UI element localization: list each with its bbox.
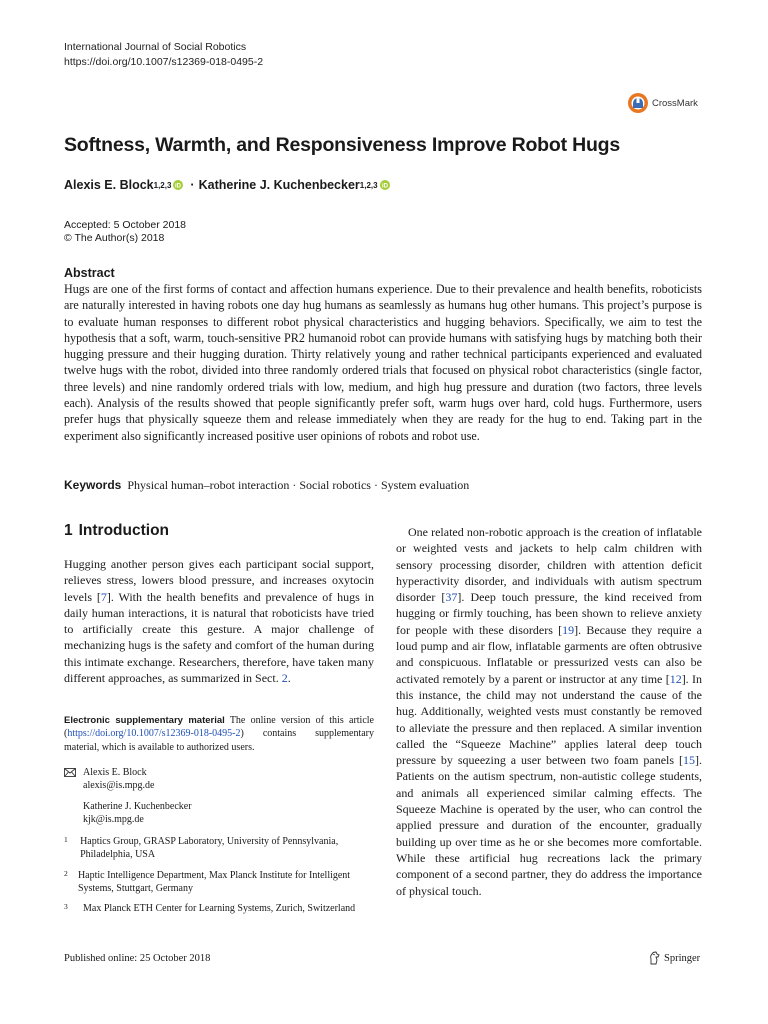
envelope-icon: [64, 768, 76, 777]
copyright-notice: © The Author(s) 2018: [64, 232, 165, 244]
body-text: ]. In this instance, the child may not understand the cause of the hug. Additionally, weighted vests must constantly be removed to alleviate the pressure and then replaced. A similar invention called the “Squeeze Machine” applies lateral deep touch pressure by squeezing a user between two foam panels [: [396, 671, 702, 768]
svg-text:iD: iD: [175, 183, 182, 190]
citation-link[interactable]: 15: [683, 753, 695, 768]
affiliation-number: 1: [64, 835, 68, 844]
author-separator: ·: [190, 178, 195, 192]
section-heading: [64, 522, 169, 540]
affiliation-item: [64, 902, 364, 915]
publisher-logo: [648, 951, 700, 965]
affiliation-item: [64, 835, 364, 862]
contact-name: Katherine J. Kuchenbecker: [83, 800, 192, 812]
author-name: Alexis E. Block: [64, 178, 154, 192]
citation-link[interactable]: 19: [562, 622, 575, 637]
contact-email[interactable]: kjk@is.mpg.de: [83, 813, 144, 825]
affiliation-number: 3: [64, 902, 68, 912]
esm-text: The online version of this article (: [64, 715, 374, 740]
body-text: ]. Patients on the autism spectrum, non-autistic college students, and animals all experienced similar calming effects. The Squeeze Machine is operated by the user, who can control the applied pressure and duration of the encounter, gradually building up over time as he or she becomes more comfortable. While these artificial hug recreations lack the primary component of a second partner, they do address the importance of physical touch.: [396, 753, 702, 898]
accepted-date: Accepted: 5 October 2018: [64, 219, 186, 231]
crossmark-icon: [627, 92, 649, 114]
affiliation-list: [64, 835, 364, 922]
affiliation-text: Max Planck ETH Center for Learning Systems, Zurich, Switzerland: [83, 903, 356, 915]
crossmark-label: CrossMark: [652, 97, 698, 109]
orcid-icon[interactable]: [173, 180, 183, 190]
body-text: ]. Because they require a loud pump and air flow, inflatable garments are often obtrusive and conspicuous. Inflatable or pressurized vests can also be activated remotely by a parent or instructor at any time [: [396, 622, 702, 686]
published-date: Published online: 25 October 2018: [64, 953, 211, 964]
intro-paragraph-right: [396, 524, 702, 899]
body-text: ]. Deep touch pressure, the kind received from hugging or firmly touching, has been shown to relieve anxiety for people with these disorders [: [396, 590, 702, 637]
affiliation-number: 2: [64, 868, 68, 878]
abstract-heading: Abstract: [64, 266, 115, 280]
article-dates: [64, 219, 186, 245]
supplementary-material-note: [64, 714, 374, 754]
corresponding-authors: [64, 766, 192, 826]
author-affiliation-marks: 1,2,3: [359, 180, 378, 190]
esm-text: ) contains supplementary material, which is available to authorized users.: [64, 728, 374, 753]
section-number: 1: [64, 522, 73, 539]
orcid-icon[interactable]: [380, 180, 390, 190]
intro-paragraph-left: [64, 556, 374, 686]
citation-link[interactable]: 37: [445, 590, 458, 605]
abstract-text: Hugs are one of the first forms of contact and affection humans experience. Due to their prevalence and health benefits, roboticists are naturally interested in having robots one day hug humans as seamlessly as humans hug other humans. This project’s purpose is to evaluate human responses to different robot physical characteristics and hugging behaviors. Specifically, we aim to test the hypothesis that a soft, warm, touch-sensitive PR2 humanoid robot can provide humans with satisfying hugs by matching both their hugging pressure and their hugging duration. Thirty relatively young and rather technical participants experienced and evaluated twelve hugs with the robot, divided into three randomly ordered trials that focused on physical robot characteristics (single factor, three levels) and nine randomly ordered trials with low, medium, and high hug pressure and duration (two factors, three levels each). Analysis of the results showed that people significantly prefer soft, warm hugs over hard, cold hugs. Furthermore, users prefer hugs that physically squeeze them and release immediately when they are ready for the hug to end. Taking part in the experiment also significantly increased positive user opinions of robots and robot use.: [64, 282, 702, 443]
keywords: [64, 478, 469, 493]
crossmark-badge[interactable]: [627, 92, 698, 114]
section-link[interactable]: 2: [281, 671, 288, 686]
journal-header: [64, 40, 263, 70]
citation-link[interactable]: 12: [669, 671, 682, 686]
author-list: [64, 178, 393, 192]
springer-horse-icon: [648, 951, 660, 965]
journal-name: International Journal of Social Robotics: [64, 41, 247, 53]
keywords-label: Keywords: [64, 478, 122, 492]
publisher-name: Springer: [664, 952, 701, 964]
body-text: ]. With the health benefits and prevalence of hugs in daily human interactions, it is natural that roboticists have tried to artificially create this gesture. A major challenge of mechanizing hugs is the safety and comfort of the human during this intimate exchange. Researchers, therefore, have taken many different approaches, as summarized in Sect.: [64, 589, 374, 686]
affiliation-text: Haptic Intelligence Department, Max Planck Institute for Intelligent Systems, Stuttgart, Germany: [77, 869, 351, 894]
journal-doi[interactable]: https://doi.org/10.1007/s12369-018-0495-2: [64, 56, 264, 68]
keywords-text: Physical human–robot interaction · Social robotics · System evaluation: [127, 478, 470, 492]
section-title: Introduction: [78, 522, 170, 539]
body-text: One related non-robotic approach is the creation of inflatable or weighted vests and jackets to help calm children with sensory processing disorder, children with attention deficit hyperactivity disorder, and individuals with autism spectrum disorder [: [396, 525, 702, 605]
contact-name: Alexis E. Block: [83, 767, 147, 778]
svg-text:iD: iD: [381, 183, 388, 190]
author-name: Katherine J. Kuchenbecker: [198, 178, 360, 192]
citation-link[interactable]: 7: [100, 589, 107, 604]
affiliation-text: Haptics Group, GRASP Laboratory, University of Pennsylvania, Philadelphia, USA: [80, 836, 339, 861]
author-affiliation-marks: 1,2,3: [153, 180, 172, 190]
affiliation-item: [64, 869, 364, 896]
paper-title: Softness, Warmth, and Responsiveness Improve Robot Hugs: [64, 134, 621, 156]
body-text: Hugging another person gives each participant social support, relieves stress, lowers blood pressure, and increases oxytocin levels [: [64, 557, 374, 604]
esm-label: Electronic supplementary material: [64, 715, 225, 726]
body-text: .: [287, 671, 291, 686]
esm-link[interactable]: https://doi.org/10.1007/s12369-018-0495-2: [67, 728, 241, 740]
contact-email[interactable]: alexis@is.mpg.de: [83, 780, 155, 792]
